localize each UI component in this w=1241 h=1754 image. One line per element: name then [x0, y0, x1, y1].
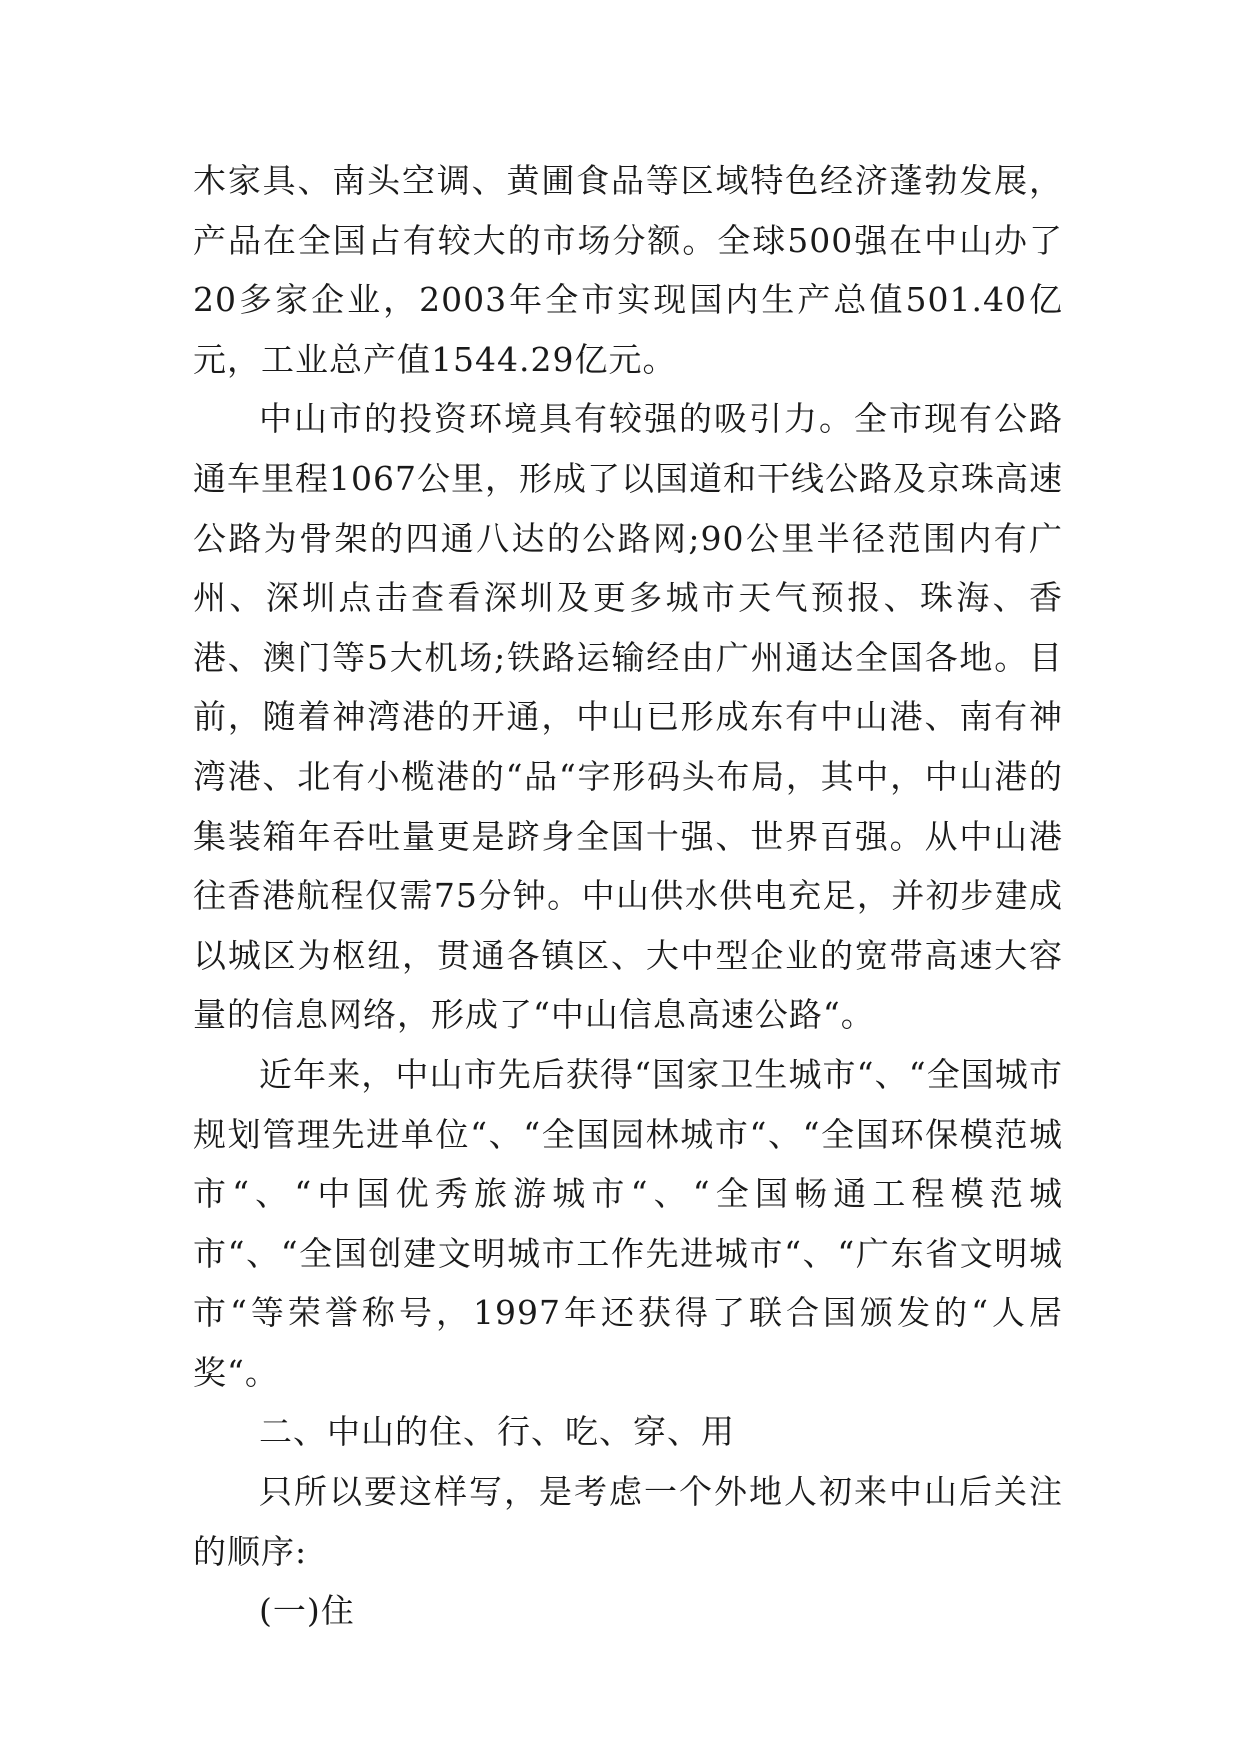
paragraph-order-note: 只所以要这样写，是考虑一个外地人初来中山后关注的顺序: [193, 1472, 1063, 1571]
document-body [193, 151, 1063, 1641]
section-heading: 二、中山的住、行、吃、穿、用 [259, 1412, 735, 1452]
paragraph-investment-environment: 中山市的投资环境具有较强的吸引力。全市现有公路通车里程1067公里，形成了以国道和干线公路及京珠高速公路为骨架的四通八达的公路网;90公里半径范围内有广州、深圳点击查看深圳及更多城市天气预报、珠海、香港、澳门等5大机场;铁路运输经由广州通达全国各地。目前，随着神湾港的开通，中山已形成东有中山港、南有神湾港、北有小榄港的“品“字形码头布局，其中，中山港的集装箱年吞吐量更是跻身全国十强、世界百强。从中山港往香港航程仅需75分钟。中山供水供电充足，并初步建成以城区为枢纽，贯通各镇区、大中型企业的宽带高速大容量的信息网络，形成了“中山信息高速公路“。 [193, 399, 1063, 1035]
paragraph-economy: 木家具、南头空调、黄圃食品等区域特色经济蓬勃发展，产品在全国占有较大的市场分额。全球500强在中山办了20多家企业，2003年全市实现国内生产总值501.40亿元，工业总产值1544.29亿元。 [193, 161, 1063, 379]
paragraph-honors: 近年来，中山市先后获得“国家卫生城市“、“全国城市规划管理先进单位“、“全国园林城市“、“全国环保模范城市“、“中国优秀旅游城市“、“全国畅通工程模范城市“、“全国创建文明城市工作先进城市“、“广东省文明城市“等荣誉称号，1997年还获得了联合国颁发的“人居奖“。 [193, 1054, 1063, 1392]
subsection-heading: (一)住 [259, 1591, 355, 1631]
